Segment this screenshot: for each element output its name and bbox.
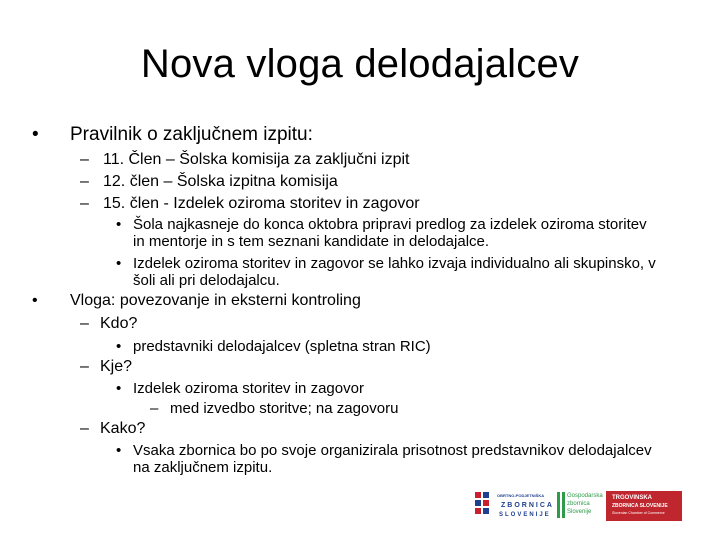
tzs-line2: ZBORNICA SLOVENIJE: [612, 503, 668, 509]
bullet-icon: •: [116, 338, 122, 355]
list-item-vsaka-zbornica: Vsaka zbornica bo po svoje organizirala prisotnost predstavnikov delodajalcev: [133, 442, 652, 459]
tzs-line1: TRGOVINSKA: [612, 495, 653, 501]
slide-title: Nova vloga delodajalcev: [140, 42, 580, 86]
list-item-clen-12: 12. člen – Šolska izpitna komisija: [103, 173, 338, 190]
dash-icon: –: [80, 195, 89, 212]
list-item-izdelek-zagovor: Izdelek oziroma storitev in zagovor: [133, 380, 364, 397]
dash-icon: –: [80, 315, 89, 332]
list-item-kje: Kje?: [100, 358, 133, 375]
list-item-med-izvedbo: med izvedbo storitve; na zagovoru: [170, 400, 399, 417]
bullet-icon: •: [32, 124, 39, 145]
list-item-izdelek-izvedba-cont: šoli ali pri delodajalcu.: [133, 272, 280, 289]
bullet-icon: •: [32, 292, 38, 309]
list-item-pravilnik: Pravilnik o zaključnem izpitu:: [70, 124, 313, 145]
list-item-vsaka-zbornica-cont: na zaključnem izpitu.: [133, 459, 273, 476]
dash-icon: –: [80, 151, 89, 168]
bullet-icon: •: [116, 216, 122, 233]
bullet-icon: •: [116, 442, 122, 459]
list-item-izdelek-izvedba: Izdelek oziroma storitev in zagovor se lahko izvaja individualno ali skupinsko, v: [133, 255, 656, 272]
gzs-logo: [556, 490, 603, 522]
dash-icon: –: [80, 173, 89, 190]
list-item-kako: Kako?: [100, 420, 146, 437]
ozs-logo: [473, 490, 554, 522]
list-item-clen-15: 15. člen - Izdelek oziroma storitev in zagovor: [103, 195, 420, 212]
gzs-line2: zbornica: [567, 501, 590, 507]
gzs-line1: Gospodarska: [567, 493, 603, 499]
list-item-sola-predlog: Šola najkasneje do konca oktobra pripravi predlog za izdelek oziroma storitev: [133, 216, 647, 233]
list-item-kdo: Kdo?: [100, 315, 138, 332]
ozs-emblem-icon: [473, 490, 495, 522]
dash-icon: –: [150, 400, 159, 417]
bullet-icon: •: [116, 380, 122, 397]
dash-icon: –: [80, 420, 89, 437]
list-item-vloga: Vloga: povezovanje in eksterni kontroling: [70, 292, 361, 309]
bullet-icon: •: [116, 255, 122, 272]
ozs-line3: SLOVENIJE: [499, 512, 551, 518]
dash-icon: –: [80, 358, 89, 375]
ozs-line2: ZBORNICA: [501, 502, 554, 509]
list-item-sola-predlog-cont: in mentorje in s tem seznani kandidate in delodajalce.: [133, 233, 490, 250]
gzs-line3: Slovenije: [567, 509, 592, 515]
list-item-predstavniki: predstavniki delodajalcev (spletna stran RIC): [133, 338, 431, 355]
tzs-line3: Slovenian Chamber of Commerce: [612, 511, 665, 515]
list-item-clen-11: 11. Člen – Šolska komisija za zaključni izpit: [103, 151, 410, 168]
ozs-line1: OBRTNO-PODJETNIŠKA: [497, 493, 545, 498]
tzs-logo: [606, 491, 682, 521]
